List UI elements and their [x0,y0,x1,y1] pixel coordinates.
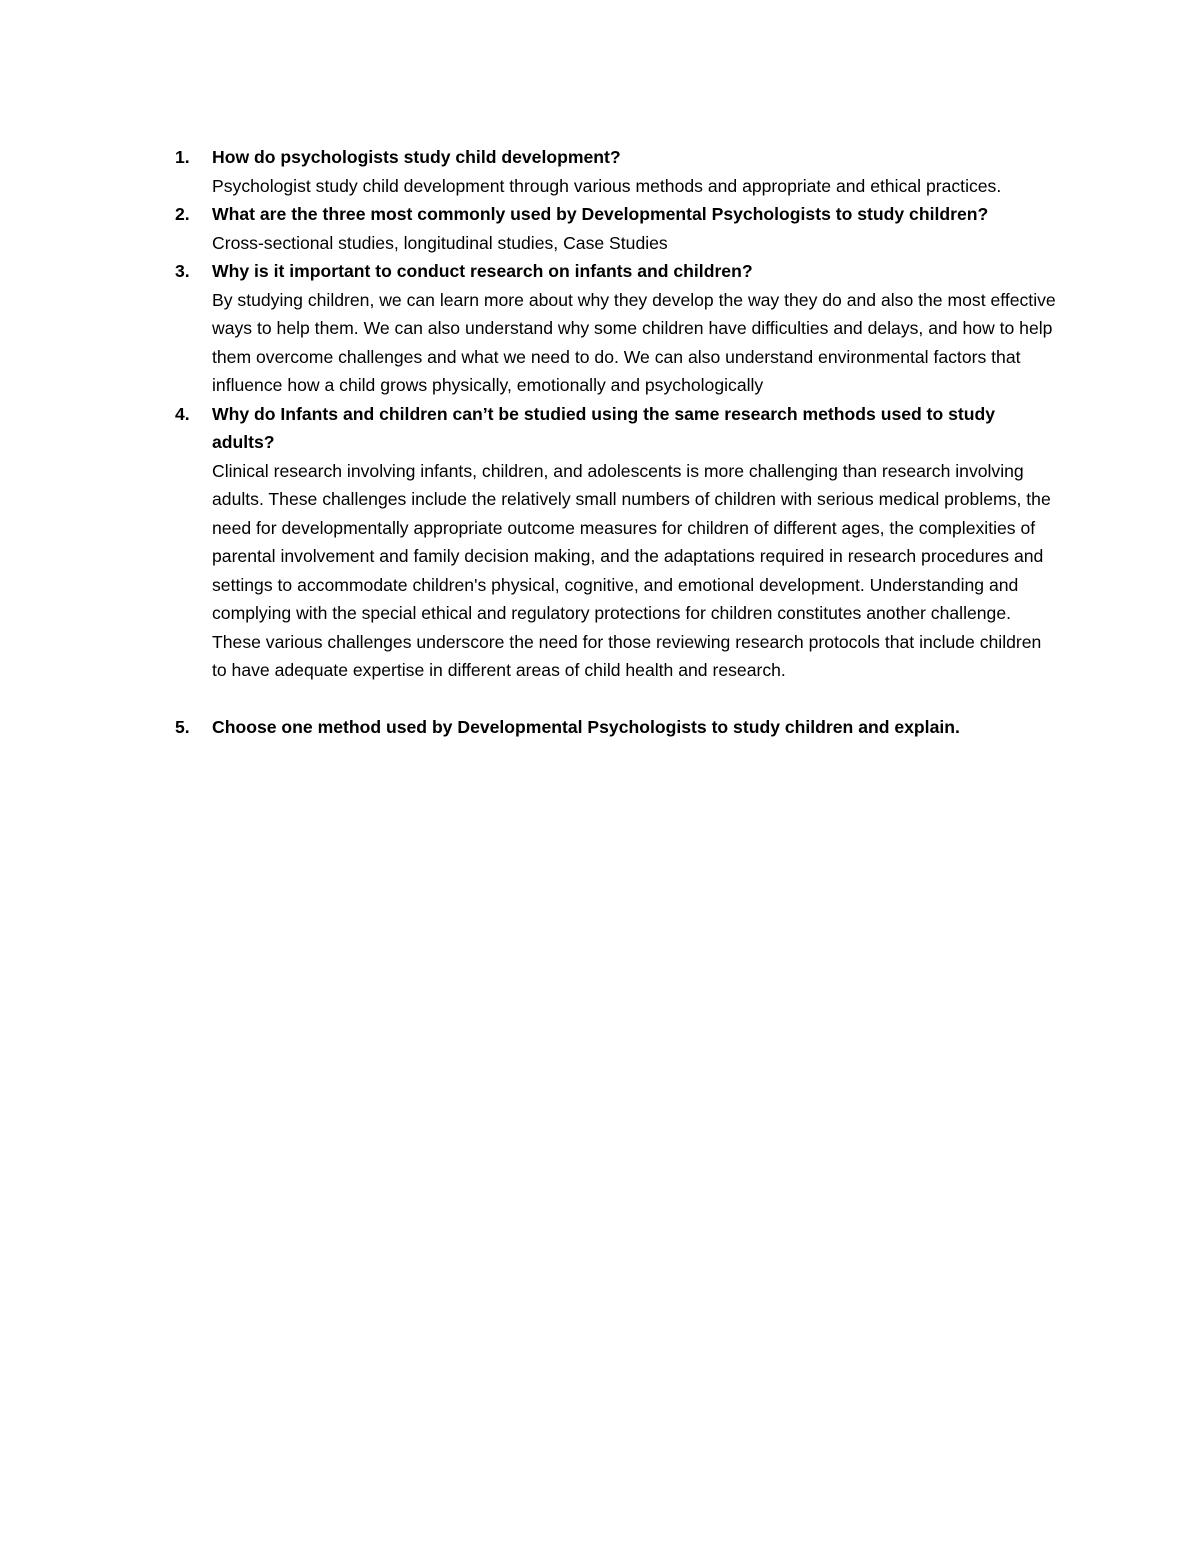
item-number: 3. [175,261,190,281]
question-text: Why is it important to conduct research on infants and children? [212,261,753,281]
question-item-1 [170,143,1060,200]
item-number: 1. [175,147,190,167]
question-item-2 [170,200,1060,257]
item-number: 5. [175,717,190,737]
item-number: 4. [175,403,190,424]
question-text: Why do Infants and children can’t be studied using the same research methods used to study adults? [212,403,996,452]
question-text: How do psychologists study child development? [212,147,621,167]
question-item-5 [170,713,1060,742]
question-item-4 [170,400,1060,685]
answer-text: Cross-sectional studies, longitudinal studies, Case Studies [212,232,668,253]
answer-text: By studying children, we can learn more about why they develop the way they do and also the most effective ways to help them. We can also understand why some children have difficulties and delays, and how to help them overcome challenges and what we need to do. We can also understand environmental factors that influence how a child grows physically, emotionally and psychologically [212,289,1056,395]
question-item-3 [170,257,1060,400]
item-number: 2. [175,204,190,224]
question-text: What are the three most commonly used by Developmental Psychologists to study children? [212,204,989,224]
question-text: Choose one method used by Developmental Psychologists to study children and explain. [212,717,960,737]
answer-text: Clinical research involving infants, children, and adolescents is more challenging than research involving adults. These challenges include the relatively small numbers of children with serious medical problems, the need for developmentally appropriate outcome measures for children of different ages, the complexities of parental involvement and family decision making, and the adaptations required in research procedures and settings to accommodate children's physical, cognitive, and emotional development. Understanding and complying with the special ethical and regulatory protections for children constitutes another challenge. These various challenges underscore the need for those reviewing research protocols that include children to have adequate expertise in different areas of child health and research. [212,460,1051,680]
question-list [170,143,1060,742]
answer-text: Psychologist study child development through various methods and appropriate and ethical practices. [212,175,1002,196]
